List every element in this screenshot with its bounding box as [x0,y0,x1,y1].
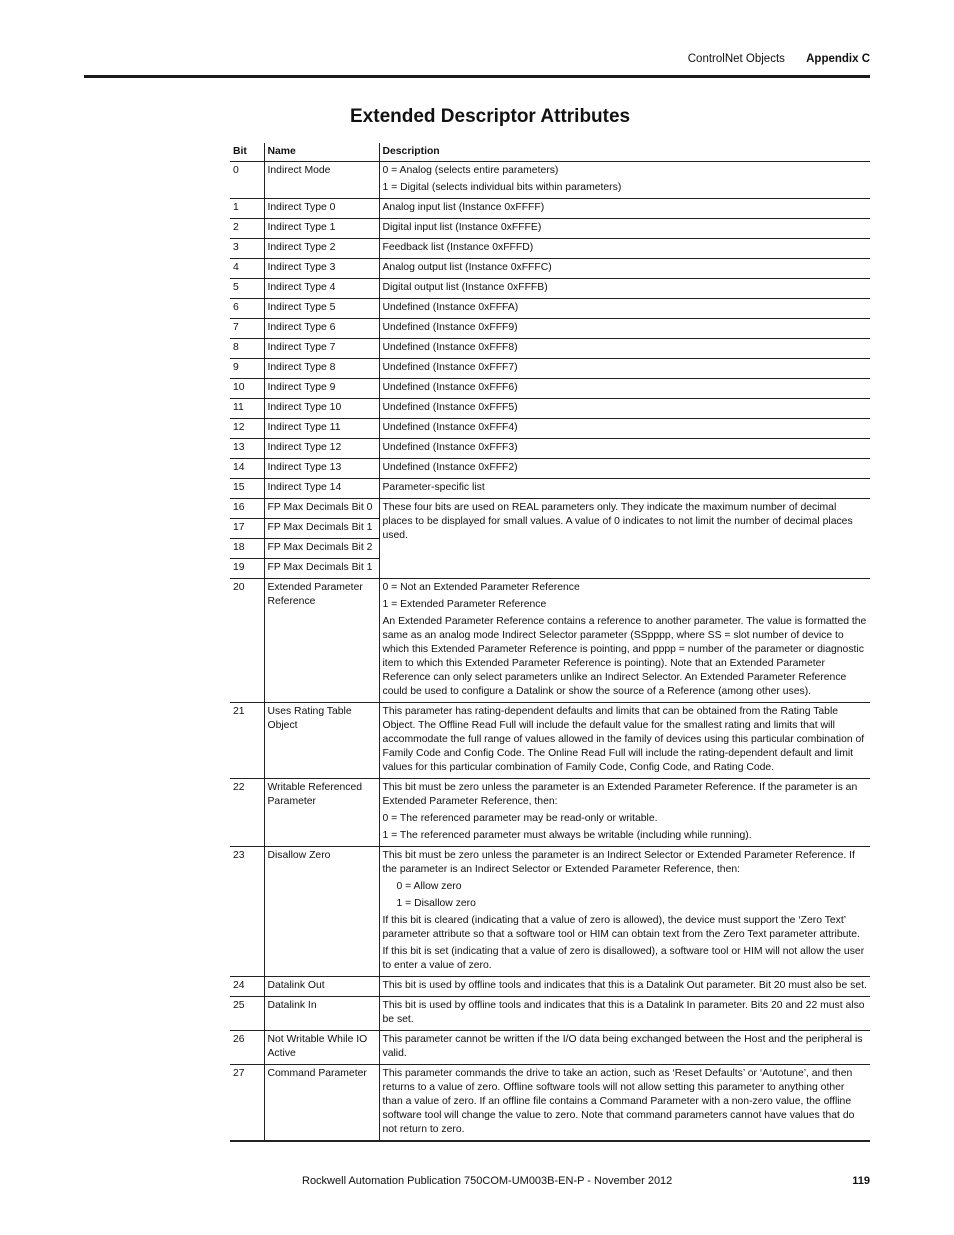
bit-cell: 15 [230,479,264,499]
description-line: 0 = Allow zero [396,881,462,892]
table-row [230,499,870,519]
bit-cell: 25 [230,997,264,1031]
table-row [230,439,870,459]
bit-cell: 21 [230,703,264,779]
description-cell [379,259,870,279]
description-cell [379,703,870,779]
bit-cell: 5 [230,279,264,299]
name-cell: Indirect Type 2 [264,239,379,259]
table-row [230,1065,870,1142]
name-cell: Indirect Mode [264,162,379,199]
column-header-bit: Bit [230,143,264,162]
name-cell: Extended Parameter Reference [264,579,379,703]
name-cell: FP Max Decimals Bit 1 [264,559,379,579]
description-cell [379,579,870,703]
name-cell: Indirect Type 9 [264,379,379,399]
description-line: This bit must be zero unless the parameter is an Indirect Selector or Extended Parameter Reference. If the parameter is an Indirect Selector or Extended Parameter Reference, then: [382,850,855,875]
name-cell: Indirect Type 4 [264,279,379,299]
description-line: Undefined (Instance 0xFFF3) [382,442,518,453]
table-row [230,1031,870,1065]
bit-cell: 10 [230,379,264,399]
bit-cell: 22 [230,779,264,847]
description-cell [379,459,870,479]
description-line: This bit is used by offline tools and indicates that this is a Datalink In parameter. Bits 20 and 22 must also be set. [382,1000,865,1025]
table-row [230,977,870,997]
name-cell: Indirect Type 14 [264,479,379,499]
table-row [230,162,870,199]
description-line: Undefined (Instance 0xFFF7) [382,362,518,373]
description-cell [379,239,870,259]
description-line: Undefined (Instance 0xFFF5) [382,402,518,413]
description-cell [379,162,870,199]
description-cell [379,1031,870,1065]
name-cell: Indirect Type 3 [264,259,379,279]
description-cell [379,1065,870,1142]
header-appendix-label: Appendix C [806,53,870,65]
name-cell: FP Max Decimals Bit 1 [264,519,379,539]
name-cell: Indirect Type 6 [264,319,379,339]
description-line: 1 = Disallow zero [396,898,476,909]
column-header-name: Name [264,143,379,162]
table-row [230,199,870,219]
description-cell [379,399,870,419]
bit-cell: 17 [230,519,264,539]
name-cell: Indirect Type 12 [264,439,379,459]
table-row [230,219,870,239]
table-row [230,339,870,359]
bit-cell: 8 [230,339,264,359]
bit-cell: 27 [230,1065,264,1142]
bit-cell: 16 [230,499,264,519]
description-cell [379,299,870,319]
name-cell: Indirect Type 11 [264,419,379,439]
description-line: Undefined (Instance 0xFFF9) [382,322,518,333]
name-cell: Disallow Zero [264,847,379,977]
name-cell: Command Parameter [264,1065,379,1142]
table-row [230,579,870,703]
name-cell: FP Max Decimals Bit 0 [264,499,379,519]
table-row [230,997,870,1031]
bit-cell: 7 [230,319,264,339]
bit-cell: 20 [230,579,264,703]
table-row [230,419,870,439]
bit-cell: 6 [230,299,264,319]
extended-descriptor-table [230,143,870,1142]
table-row [230,459,870,479]
table-header-row [230,143,870,162]
bit-cell: 2 [230,219,264,239]
description-line: Digital output list (Instance 0xFFFB) [382,282,548,293]
bit-cell: 11 [230,399,264,419]
bit-cell: 14 [230,459,264,479]
name-cell: FP Max Decimals Bit 2 [264,539,379,559]
name-cell: Uses Rating Table Object [264,703,379,779]
bit-cell: 23 [230,847,264,977]
description-line: This bit must be zero unless the parameter is an Extended Parameter Reference. If the parameter is an Extended Parameter Reference, then: [382,782,858,807]
bit-cell: 9 [230,359,264,379]
description-cell [379,279,870,299]
description-line: 1 = Extended Parameter Reference [382,599,547,610]
bit-cell: 26 [230,1031,264,1065]
name-cell: Datalink In [264,997,379,1031]
description-line: Parameter-specific list [382,482,485,493]
description-line: If this bit is cleared (indicating that a value of zero is allowed), the device must support the ‘Zero Text’ parameter attribute so that a software tool or HIM can obtain text from the Zero Text parameter attribute. [382,915,860,940]
description-cell [379,419,870,439]
description-line: This parameter has rating-dependent defaults and limits that can be obtained from the Rating Table Object. The Offline Read Full will include the default value for the smallest rating and limits that will accommodate the full range of values allowed in the family of devices using this particular combination of Family Code and Config Code. The Online Read Full will include the rating-dependent default and limit values for this particular combination of Family Code, Config Code, and Rating Code. [382,706,865,773]
name-cell: Indirect Type 8 [264,359,379,379]
description-line: 1 = Digital (selects individual bits within parameters) [382,182,622,193]
description-line: This parameter cannot be written if the I/O data being exchanged between the Host and the peripheral is valid. [382,1034,863,1059]
description-cell [379,339,870,359]
name-cell: Indirect Type 1 [264,219,379,239]
description-line: This parameter commands the drive to take an action, such as ‘Reset Defaults’ or ‘Autotune’, and then returns to a value of zero. Offline software tools will not allow setting this parameter to anything other than a value of zero. If an offline file contains a Command Parameter with a non-zero value, the offline software tool will change the value to zero. Note that command parameters cannot have values that do not return to zero. [382,1068,855,1135]
description-cell [379,219,870,239]
table-row [230,479,870,499]
description-cell [379,977,870,997]
description-line: These four bits are used on REAL parameters only. They indicate the maximum number of decimal places to be displayed for small values. A value of 0 indicates to not limit the number of decimal places used. [382,502,853,541]
bit-cell: 0 [230,162,264,199]
description-line: An Extended Parameter Reference contains a reference to another parameter. The value is formatted the same as an analog mode Indirect Selector parameter (SSpppp, where SS = slot number of device to which this Extended Parameter Reference is pointing, and pppp = number of the parameter or diagnostic item to which this Extended Parameter Reference is pointing). Note that an Extended Parameter Reference can only select parameters unlike an Indirect Selector. An Extended Parameter Reference could be used to configure a Datalink or show the source of a Reference (among other uses). [382,616,867,697]
name-cell: Indirect Type 0 [264,199,379,219]
description-cell [379,847,870,977]
table-row [230,703,870,779]
description-line: Digital input list (Instance 0xFFFE) [382,222,542,233]
description-cell [379,319,870,339]
description-cell [379,359,870,379]
description-cell [379,779,870,847]
bit-cell: 12 [230,419,264,439]
bit-cell: 1 [230,199,264,219]
description-line: Undefined (Instance 0xFFF2) [382,462,518,473]
name-cell: Indirect Type 10 [264,399,379,419]
description-line: 0 = Not an Extended Parameter Reference [382,582,580,593]
name-cell: Writable Referenced Parameter [264,779,379,847]
bit-cell: 24 [230,977,264,997]
table-row [230,359,870,379]
header-section-title: ControlNet Objects [687,53,785,65]
table-row [230,279,870,299]
page-number: 119 [852,1175,870,1187]
description-cell [379,199,870,219]
page-title: Extended Descriptor Attributes [350,106,631,127]
bit-cell: 18 [230,539,264,559]
description-line: Undefined (Instance 0xFFF6) [382,382,518,393]
name-cell: Datalink Out [264,977,379,997]
name-cell: Indirect Type 7 [264,339,379,359]
description-line: This bit is used by offline tools and indicates that this is a Datalink Out parameter. Bit 20 must also be set. [382,980,867,991]
table-row [230,379,870,399]
description-line: Undefined (Instance 0xFFF8) [382,342,518,353]
header-rule [84,75,870,78]
table-row [230,847,870,977]
bit-cell: 19 [230,559,264,579]
description-line: Undefined (Instance 0xFFFA) [382,302,519,313]
footer-publication: Rockwell Automation Publication 750COM-UM003B-EN-P - November 2012 [302,1175,673,1187]
table-row [230,399,870,419]
bit-cell: 4 [230,259,264,279]
table-row [230,319,870,339]
description-line: Analog output list (Instance 0xFFFC) [382,262,552,273]
description-cell [379,379,870,399]
table-body [230,162,870,1142]
description-line: Undefined (Instance 0xFFF4) [382,422,518,433]
name-cell: Not Writable While IO Active [264,1031,379,1065]
description-cell [379,479,870,499]
name-cell: Indirect Type 5 [264,299,379,319]
column-header-description: Description [379,143,870,162]
description-cell [379,499,870,579]
description-line: 1 = The referenced parameter must always be writable (including while running). [382,830,752,841]
bit-cell: 3 [230,239,264,259]
table-row [230,239,870,259]
description-line: If this bit is set (indicating that a value of zero is disallowed), a software tool or HIM will not allow the user to enter a value of zero. [382,946,865,971]
name-cell: Indirect Type 13 [264,459,379,479]
description-cell [379,997,870,1031]
description-cell [379,439,870,459]
table-row [230,779,870,847]
bit-cell: 13 [230,439,264,459]
table-row [230,299,870,319]
description-line: Feedback list (Instance 0xFFFD) [382,242,534,253]
running-header [688,53,870,65]
description-line: 0 = The referenced parameter may be read-only or writable. [382,813,658,824]
table-row [230,259,870,279]
description-line: Analog input list (Instance 0xFFFF) [382,202,545,213]
description-line: 0 = Analog (selects entire parameters) [382,165,559,176]
